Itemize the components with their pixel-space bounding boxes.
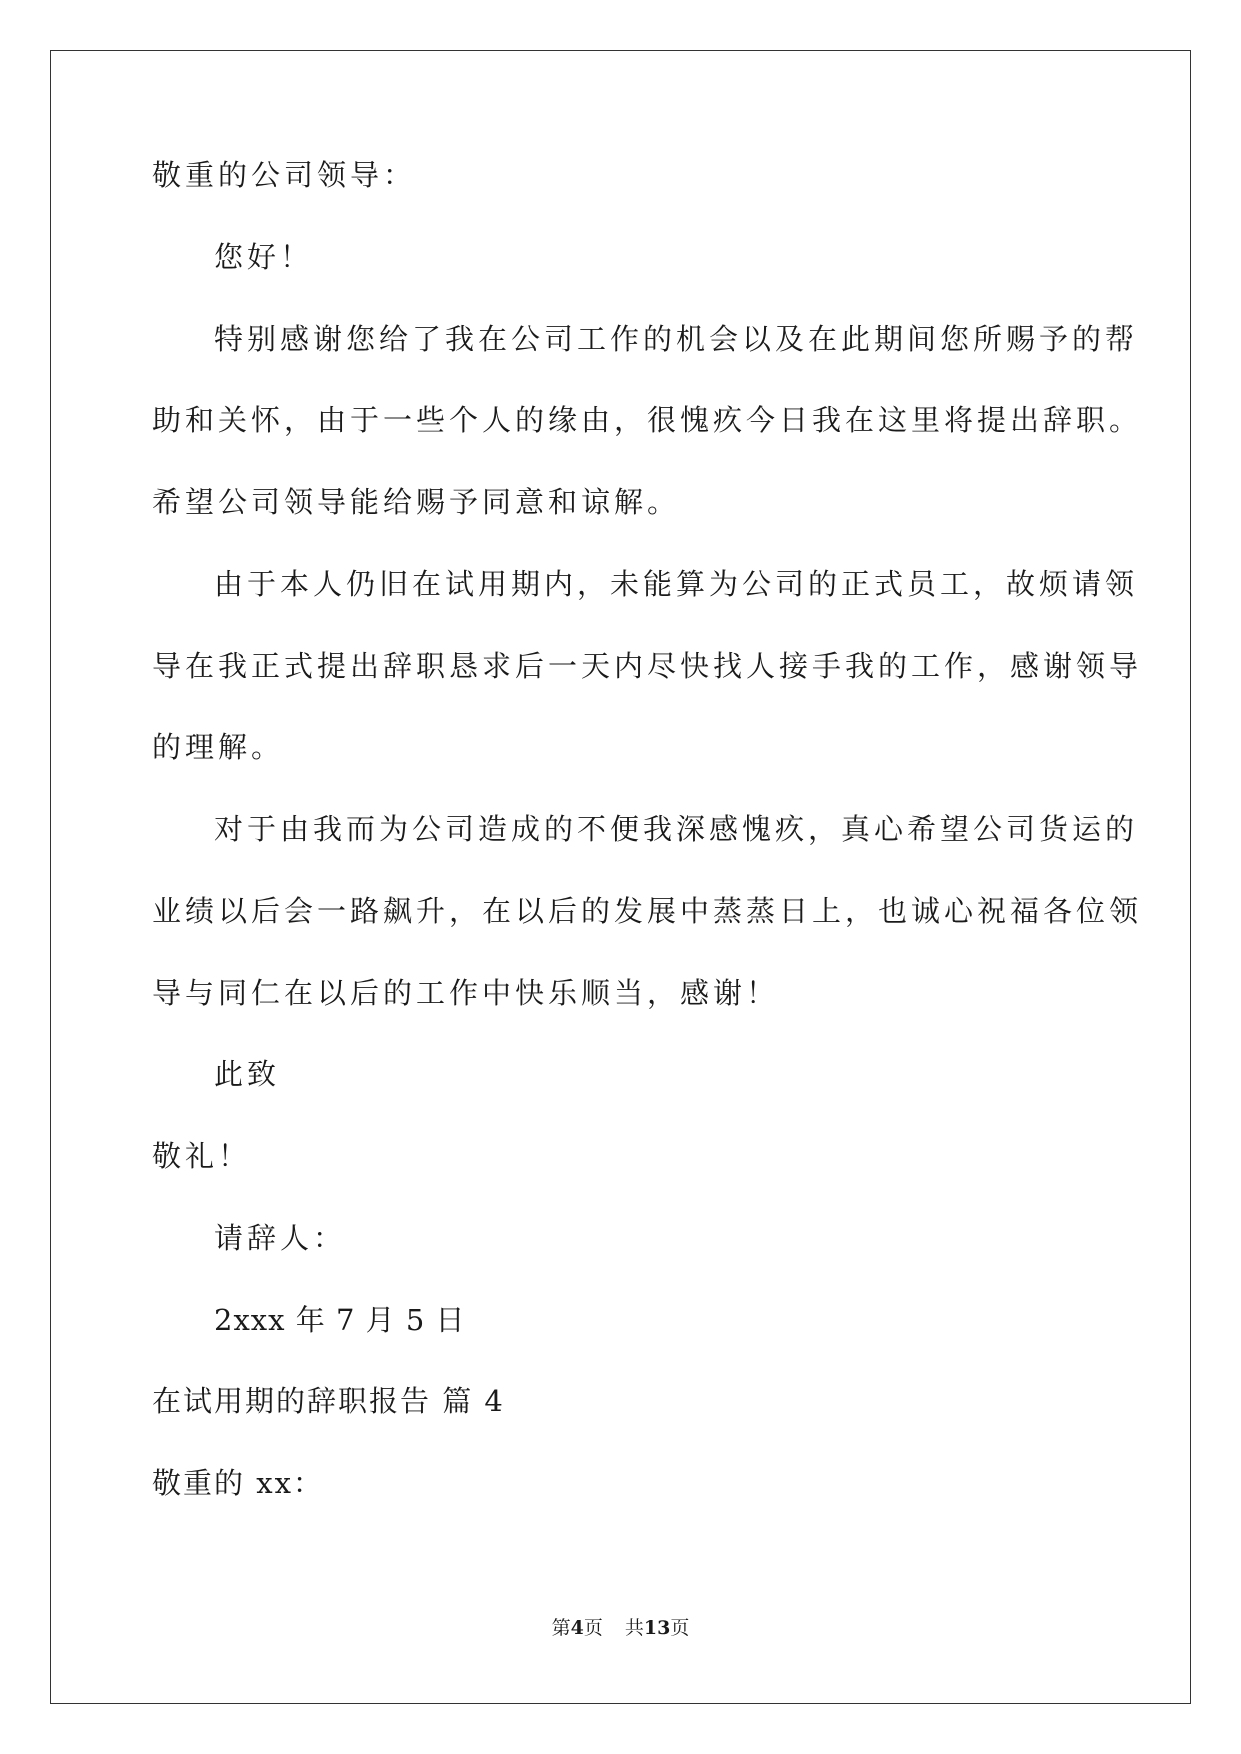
footer-page-prefix: 第 — [551, 1617, 571, 1639]
body-line: 对于由我而为公司造成的不便我深感愧疚，真心希望公司货运的 — [214, 812, 1139, 846]
body-line: 业绩以后会一路飙升，在以后的发展中蒸蒸日上，也诚心祝福各位领 — [152, 894, 1143, 928]
footer-page-current: 4 — [570, 1617, 584, 1639]
footer-total-prefix: 共 — [624, 1617, 644, 1639]
body-line: 导与同仁在以后的工作中快乐顺当，感谢！ — [152, 976, 780, 1010]
footer-page-mid: 页 — [583, 1617, 603, 1639]
signature-label: 请辞人： — [214, 1221, 347, 1255]
page-footer — [0, 1616, 1241, 1640]
salutation-next: 敬重的 xx： — [152, 1466, 324, 1500]
salutation: 敬重的公司领导： — [152, 158, 417, 192]
section-heading: 在试用期的辞职报告 篇 4 — [152, 1384, 505, 1418]
closing-regards: 敬礼！ — [152, 1139, 252, 1173]
closing: 此致 — [214, 1057, 281, 1091]
date: 2xxx 年 7 月 5 日 — [214, 1303, 466, 1337]
greeting: 您好！ — [214, 240, 314, 274]
footer-total-suffix: 页 — [670, 1617, 690, 1639]
body-line: 特别感谢您给了我在公司工作的机会以及在此期间您所赐予的帮 — [214, 322, 1139, 356]
body-line: 由于本人仍旧在试用期内，未能算为公司的正式员工，故烦请领 — [214, 567, 1139, 601]
body-line: 的理解。 — [152, 730, 285, 764]
body-line: 导在我正式提出辞职恳求后一天内尽快找人接手我的工作，感谢领导 — [152, 649, 1143, 683]
footer-page-total: 13 — [643, 1617, 671, 1639]
body-line: 希望公司领导能给赐予同意和谅解。 — [152, 485, 681, 519]
page-border — [50, 50, 1191, 1704]
body-line: 助和关怀，由于一些个人的缘由，很愧疚今日我在这里将提出辞职。 — [152, 403, 1143, 437]
